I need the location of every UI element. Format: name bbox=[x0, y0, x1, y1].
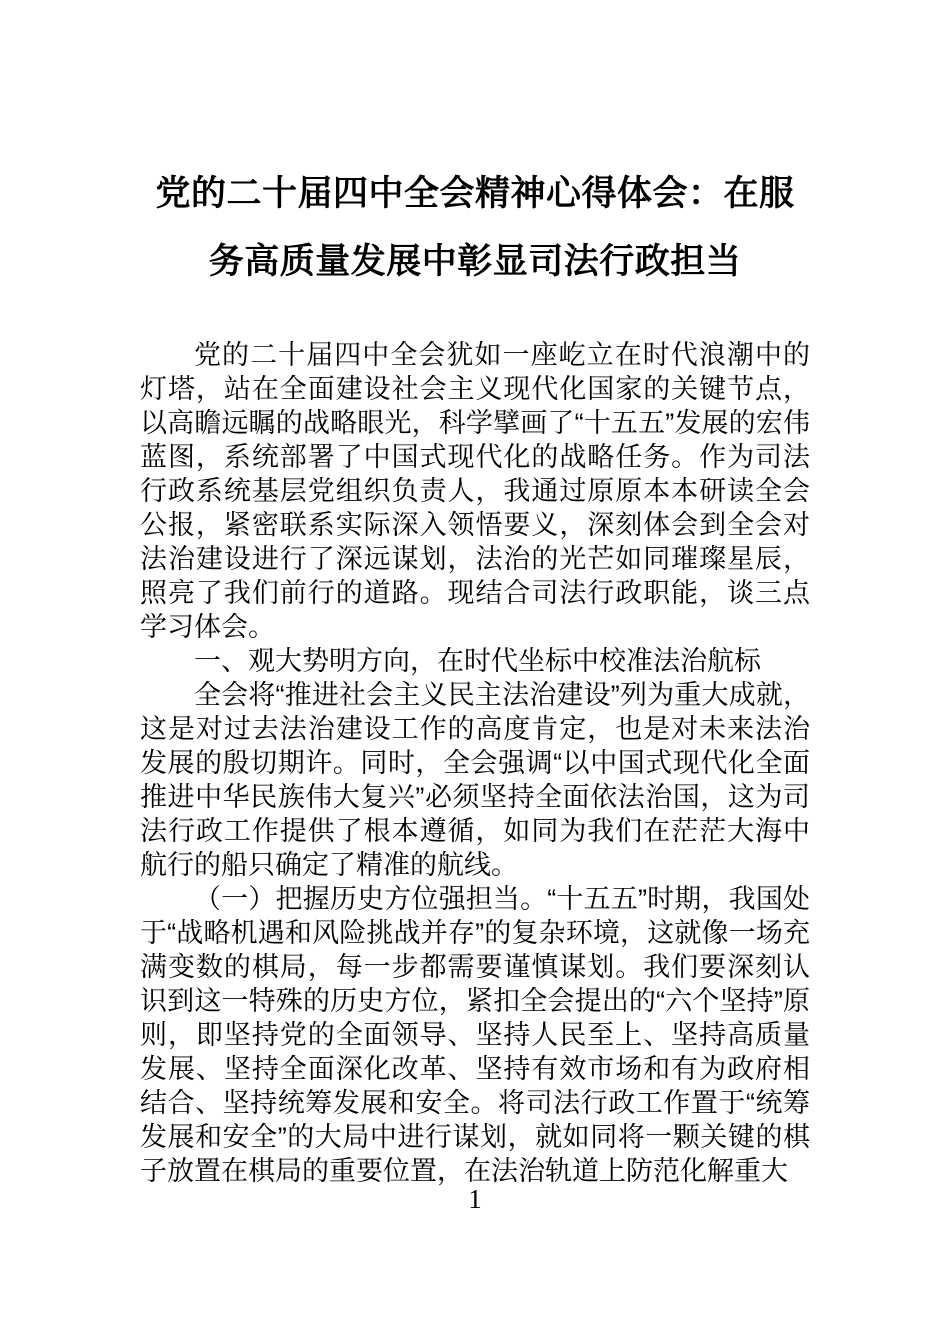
document-title-line-2: 务高质量发展中彰显司法行政担当 bbox=[208, 242, 742, 281]
document-title bbox=[139, 0, 811, 296]
paragraph-section-1-overview: 全会将“推进社会主义民主法治建设”列为重大成就，这是对过去法治建设工作的高度肯定，也是对未来法治发展的殷切期许。同时，全会强调“以中国式现代化全面推进中华民族伟大复兴”必须坚持全面依法治国，这为司法行政工作提供了根本遵循，如同为我们在茫茫大海中航行的船只确定了精准的航线。 bbox=[140, 680, 810, 880]
paragraph-intro: 党的二十届四中全会犹如一座屹立在时代浪潮中的灯塔，站在全面建设社会主义现代化国家的关键节点，以高瞻远瞩的战略眼光，科学擘画了“十五五”发展的宏伟蓝图，系统部署了中国式现代化的战略任务。作为司法行政系统基层党组织负责人，我通过原原本本研读全会公报，紧密联系实际深入领悟要义，深刻体会到全会对法治建设进行了深远谋划，法治的光芒如同璀璨星辰，照亮了我们前行的道路。现结合司法行政职能，谈三点学习体会。 bbox=[140, 340, 810, 642]
paragraph-section-1-point-1: （一）把握历史方位强担当。“十五五”时期，我国处于“战略机遇和风险挑战并存”的复杂环境，这就像一场充满变数的棋局，每一步都需要谨慎谋划。我们要深刻认识到这一特殊的历史方位，紧扣全会提出的“六个坚持”原则，即坚持党的全面领导、坚持人民至上、坚持高质量发展、坚持全面深化改革、坚持有效市场和有为政府相结合、坚持统筹发展和安全。将司法行政工作置于“统筹发展和安全”的大局中进行谋划，就如同将一颗关键的棋子放置在棋局的重要位置，在法治轨道上防范化解重大 bbox=[140, 884, 810, 1186]
page-number: 1 bbox=[468, 1184, 482, 1214]
document-title-line-1: 党的二十届四中全会精神心得体会：在服 bbox=[155, 174, 795, 213]
document-body bbox=[140, 338, 810, 1188]
section-heading-1: 一、观大势明方向，在时代坐标中校准法治航标 bbox=[194, 646, 761, 676]
